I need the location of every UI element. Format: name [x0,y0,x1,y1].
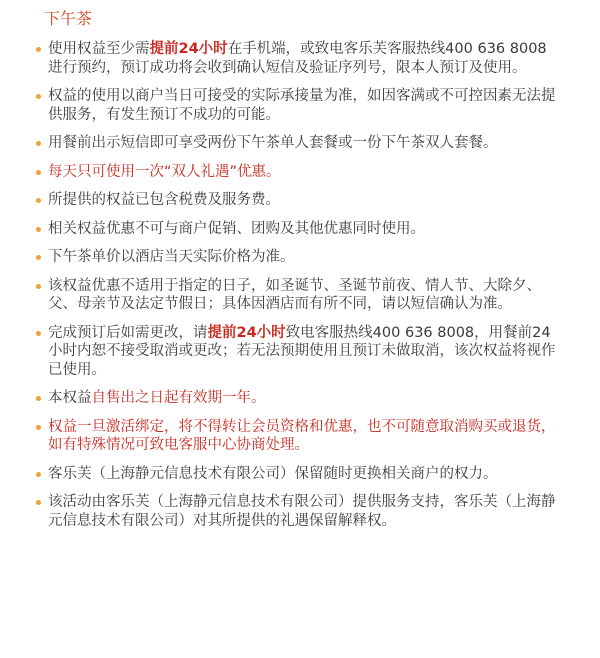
bullet-dot-icon [36,396,41,401]
term-item-no-transfer [36,418,560,455]
term-highlight: 提前24小时 [149,41,228,57]
bullet-dot-icon [36,472,41,477]
term-text: 该权益优惠不适用于指定的日子，如圣诞节、圣诞节前夜、情人节、大除夕、父、母亲节及法定节假日；具体因酒店而有所不同，请以短信确认为准。 [48,277,541,312]
term-text: 权益的使用以商户当日可接受的实际承接量为准，如因客满或不可控因素无法提供服务，有发生预订不成功的可能。 [48,88,556,123]
bullet-dot-icon [36,170,41,175]
term-text: 客乐芙（上海静元信息技术有限公司）保留随时更换相关商户的权力。 [48,465,498,482]
bullet-dot-icon [36,331,41,336]
section-title: 下午茶 [44,9,93,28]
bullet-dot-icon [36,425,41,430]
bullet-dot-icon [36,94,41,99]
term-item-price [36,248,560,267]
term-text: 该活动由客乐芙（上海静元信息技术有限公司）提供服务支持，客乐芙（上海静元信息技术有限公司）对其所提供的礼遇保留解释权。 [48,494,556,529]
term-item-once-per-day [36,163,560,182]
bullet-dot-icon [36,500,41,505]
term-item-capacity [36,87,560,124]
term-text: 使用权益至少需 [48,41,150,57]
terms-list [36,40,560,530]
term-text: 相关权益优惠不可与商户促销、团购及其他优惠同时使用。 [48,220,425,237]
term-text: 致电客服热线400 636 8008，用餐前24小时内恕不接受取消或更改；若无法预期使用且预订未做取消，该次权益将视作已使用。 [48,324,556,378]
term-text: 用餐前出示短信即可享受两份下午茶单人套餐或一份下午茶双人套餐。 [48,135,498,151]
bullet-dot-icon [36,284,41,289]
term-item-sms [36,134,560,153]
term-text: 在手机端，或致电客乐芙客服热线400 636 8008进行预约，预订成功将会收到确认短信及验证序列号，限本人预订及使用。 [48,41,547,76]
term-item-changes [36,324,560,380]
term-item-no-combine [36,220,560,239]
bullet-dot-icon [36,227,41,232]
term-highlight: 提前24小时 [207,324,286,341]
term-highlight: 权益一旦激活绑定，将不得转让会员资格和优惠，也不可随意取消购买或退货，如有特殊情况可致电客服中心协商处理。 [48,418,556,453]
term-text: 本权益 [48,390,92,406]
term-text: 所提供的权益已包含税费及服务费。 [48,192,280,208]
bullet-dot-icon [36,198,41,203]
term-text: 完成预订后如需更改，请 [48,324,208,341]
bullet-dot-icon [36,47,41,52]
term-item-interpretation [36,493,560,530]
bullet-dot-icon [36,141,41,146]
term-highlight: 每天只可使用一次“双人礼遇”优惠。 [48,163,281,180]
term-item-holidays [36,277,560,314]
term-item-advance-booking [36,40,560,77]
term-text: 下午茶单价以酒店当天实际价格为准。 [48,249,295,265]
term-item-validity [36,389,560,408]
bullet-dot-icon [36,255,41,260]
term-item-tax [36,191,560,210]
term-highlight: 自售出之日起有效期一年。 [91,390,266,406]
term-item-merchant-change [36,465,560,484]
